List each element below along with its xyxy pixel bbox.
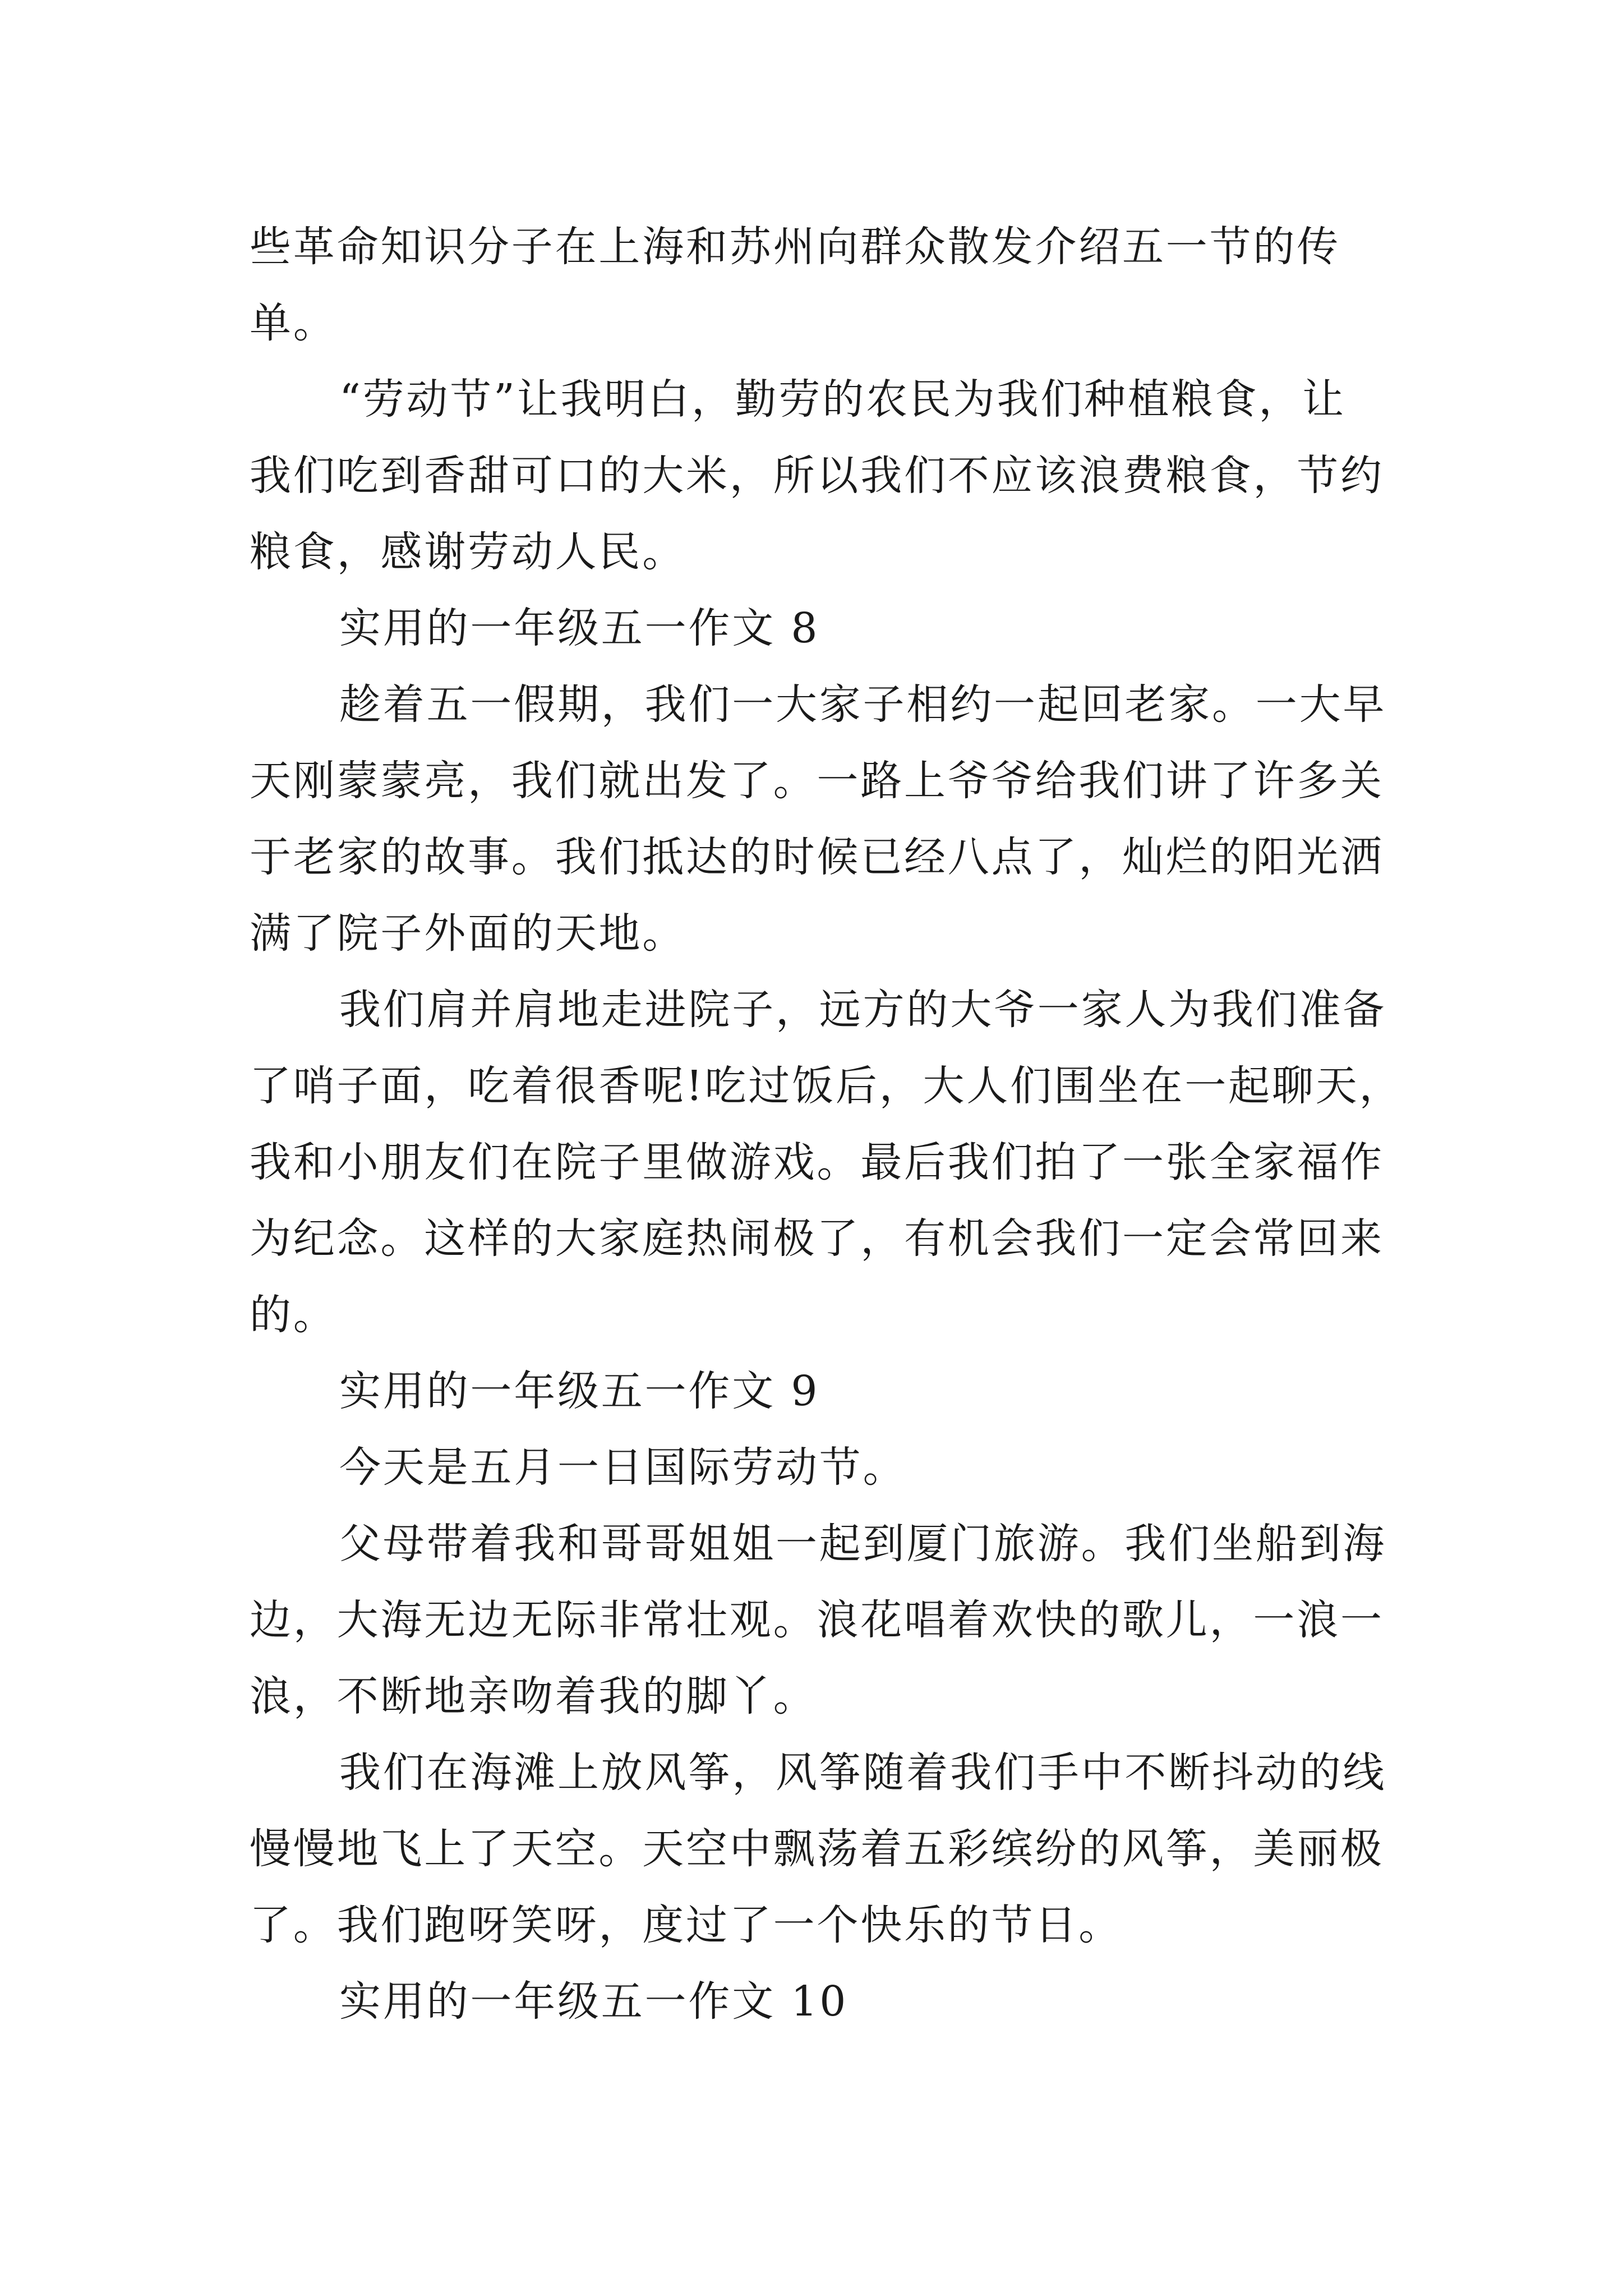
- text-line: 满了院子外面的天地。: [250, 909, 686, 958]
- section-heading: 实用的一年级五一作文 10: [339, 1977, 849, 2026]
- text-line: 慢慢地飞上了天空。天空中飘荡着五彩缤纷的风筝，美丽极: [250, 1825, 1384, 1873]
- paragraph-first-line: 父母带着我和哥哥姐姐一起到厦门旅游。我们坐船到海: [339, 1520, 1387, 1568]
- paragraph-first-line: 我们肩并肩地走进院子，远方的大爷一家人为我们准备: [339, 986, 1387, 1034]
- text-line: 些革命知识分子在上海和苏州向群众散发介绍五一节的传: [250, 223, 1340, 271]
- paragraph-first-line: “劳动节”让我明白，勤劳的农民为我们种植粮食，让: [339, 375, 1346, 424]
- section-heading: 实用的一年级五一作文 8: [339, 604, 820, 652]
- section-heading: 实用的一年级五一作文 9: [339, 1367, 820, 1415]
- document-body: [250, 209, 1403, 2040]
- paragraph-first-line: 趁着五一假期，我们一大家子相约一起回老家。一大早: [339, 680, 1387, 729]
- paragraph-first-line: 我们在海滩上放风筝，风筝随着我们手中不断抖动的线: [339, 1749, 1387, 1797]
- text-line: 于老家的故事。我们抵达的时候已经八点了，灿烂的阳光洒: [250, 833, 1384, 881]
- text-line: 我们吃到香甜可口的大米，所以我们不应该浪费粮食，节约: [250, 452, 1384, 500]
- paragraph-first-line: 今天是五月一日国际劳动节。: [339, 1443, 907, 1492]
- text-line: 浪，不断地亲吻着我的脚丫。: [250, 1672, 817, 1720]
- text-line: 我和小朋友们在院子里做游戏。最后我们拍了一张全家福作: [250, 1138, 1384, 1186]
- text-line: 了。我们跑呀笑呀，度过了一个快乐的节日。: [250, 1901, 1122, 1949]
- text-line: 单。: [250, 299, 337, 347]
- text-line: 粮食，感谢劳动人民。: [250, 528, 686, 576]
- text-line: 为纪念。这样的大家庭热闹极了，有机会我们一定会常回来: [250, 1214, 1384, 1263]
- text-line: 天刚蒙蒙亮，我们就出发了。一路上爷爷给我们讲了许多关: [250, 757, 1384, 805]
- text-line: 边，大海无边无际非常壮观。浪花唱着欢快的歌儿，一浪一: [250, 1596, 1384, 1644]
- text-line: 的。: [250, 1291, 337, 1339]
- text-line: 了哨子面，吃着很香呢!吃过饭后，大人们围坐在一起聊天，: [250, 1062, 1403, 1110]
